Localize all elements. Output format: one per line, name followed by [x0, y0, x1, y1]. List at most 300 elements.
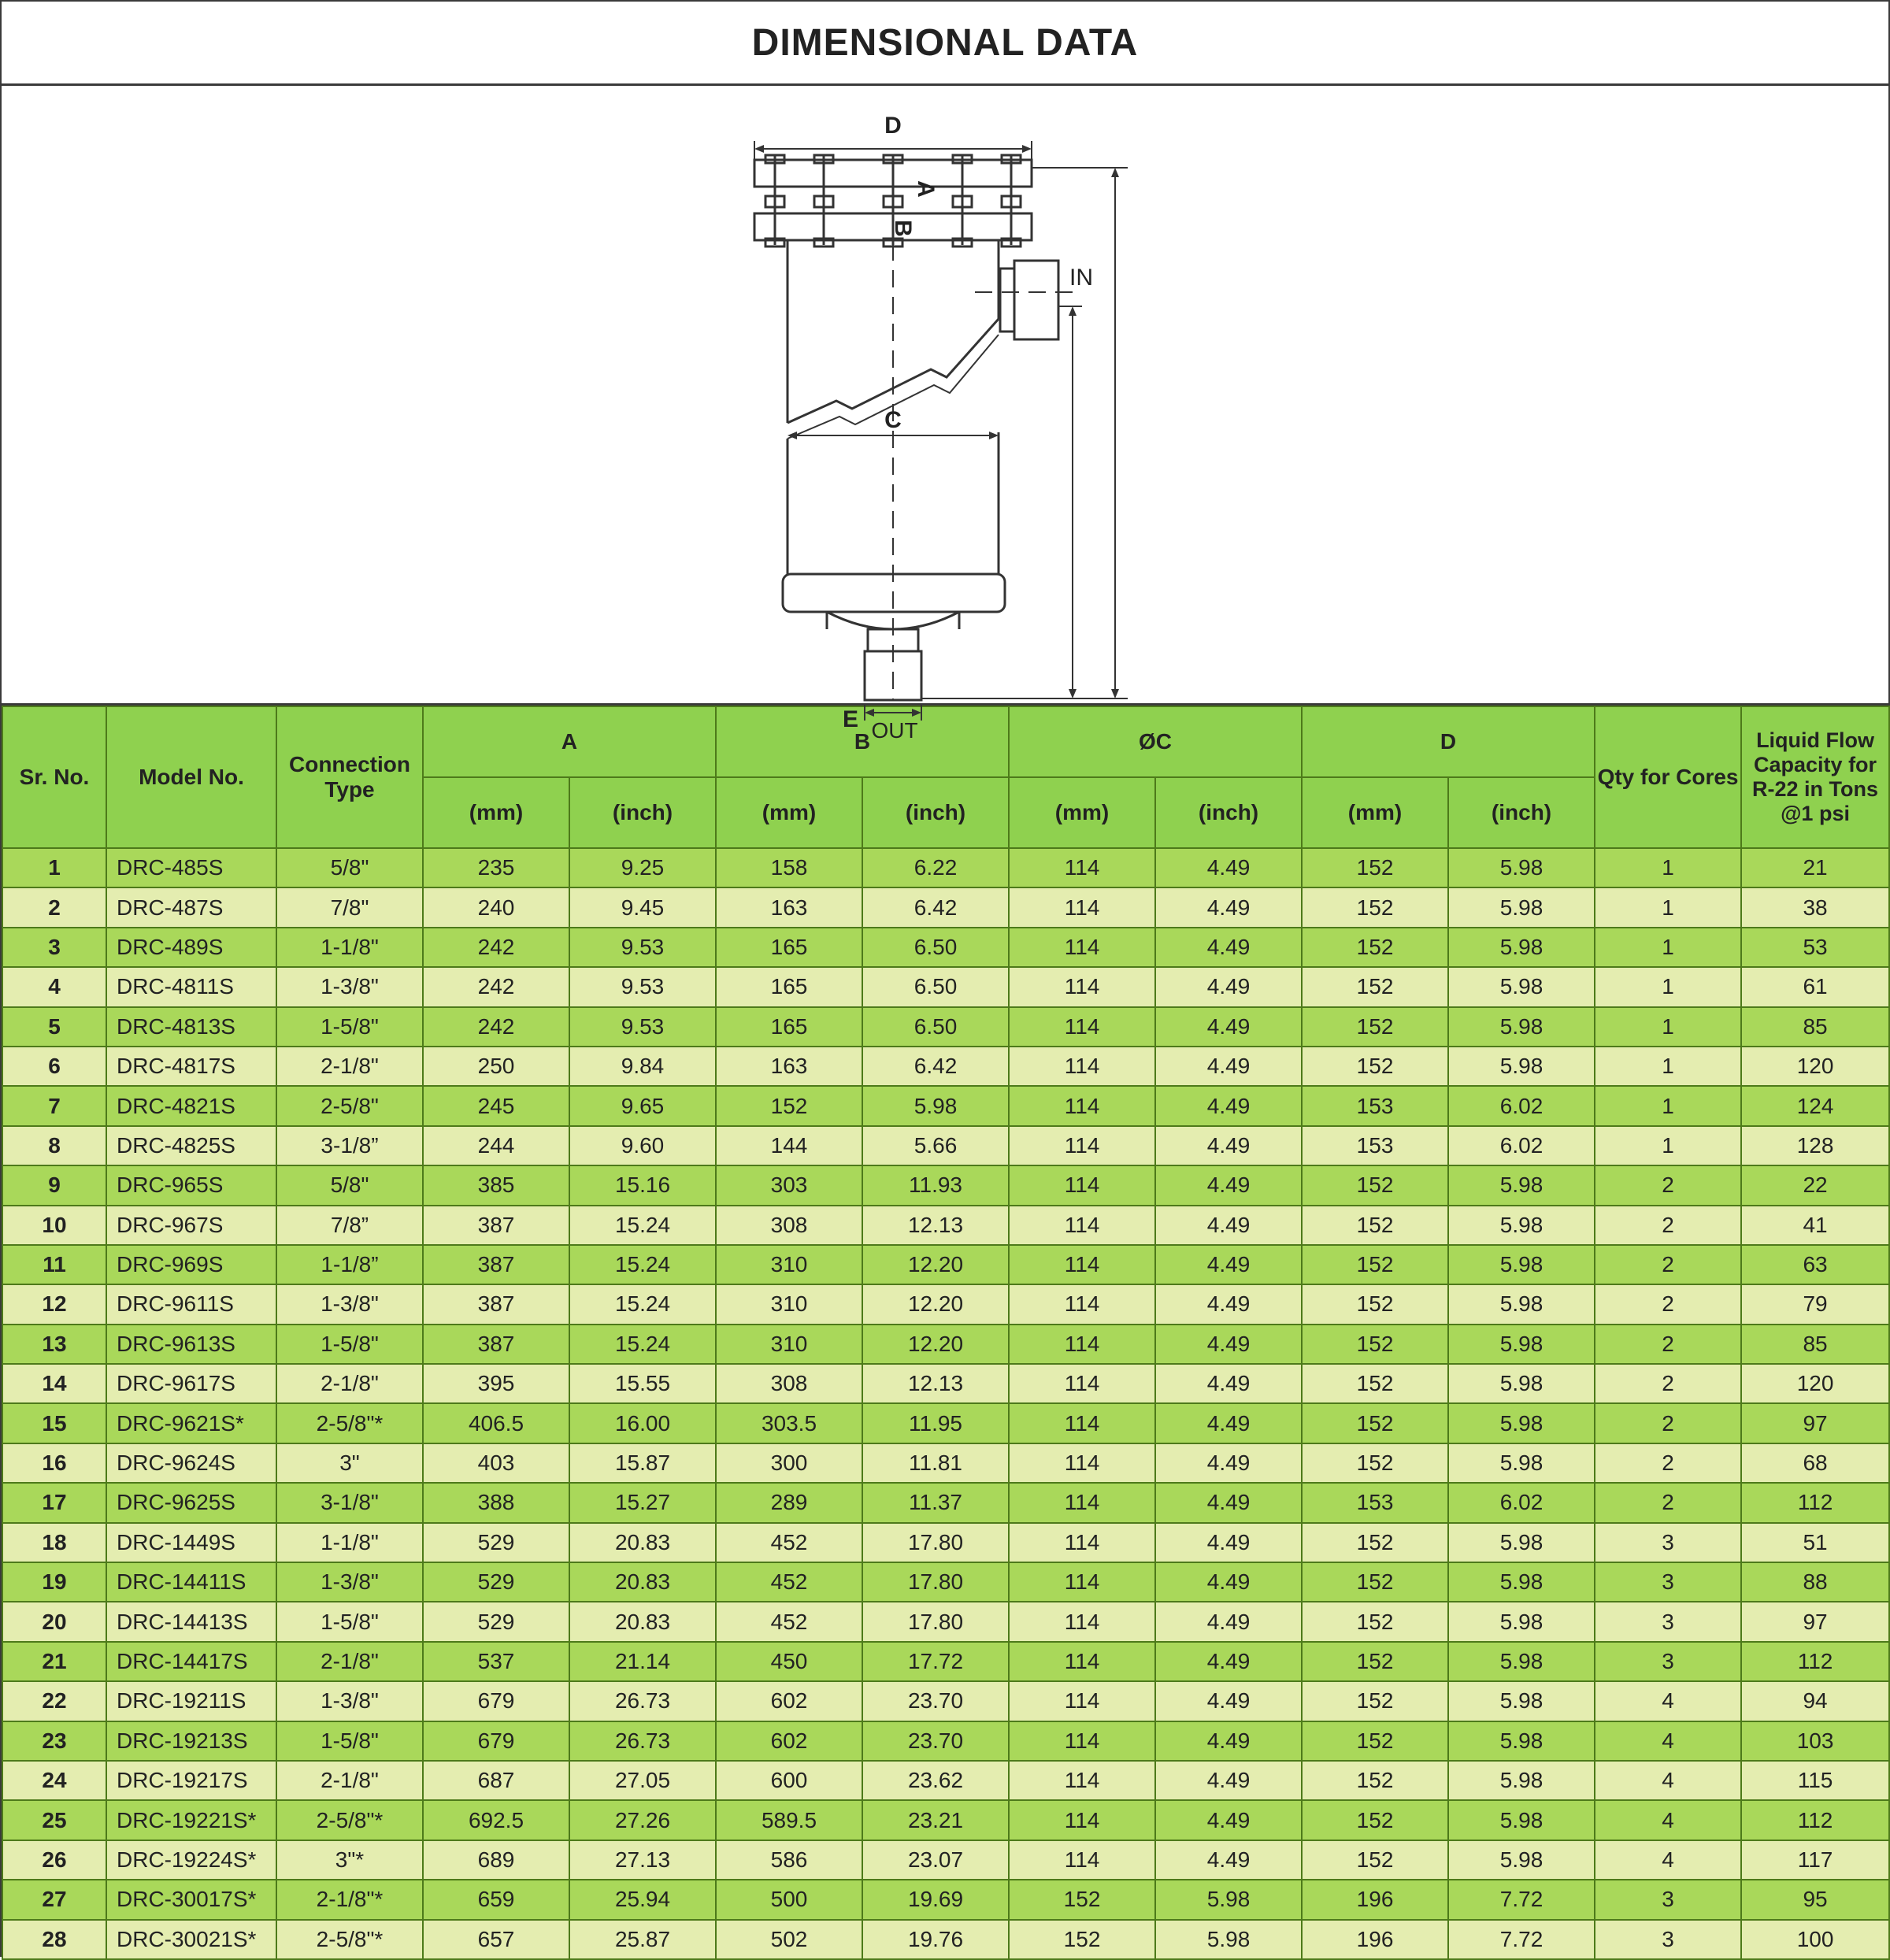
- cell-model-no: DRC-14411S: [106, 1562, 276, 1602]
- cell-model-no: DRC-487S: [106, 887, 276, 927]
- cell-c-mm: 114: [1009, 1047, 1155, 1086]
- cell-d-mm: 153: [1302, 1483, 1448, 1522]
- dimensional-data-table: [2, 706, 1890, 1960]
- cell-c-mm: 114: [1009, 1325, 1155, 1364]
- cell-b-mm: 152: [716, 1086, 862, 1125]
- cell-model-no: DRC-9621S*: [106, 1403, 276, 1443]
- cell-qty-for-cores: 4: [1595, 1800, 1741, 1840]
- cell-c-mm: 114: [1009, 1206, 1155, 1245]
- table-row: [2, 1443, 1889, 1483]
- cell-qty-for-cores: 4: [1595, 1840, 1741, 1880]
- cell-a-inch: 9.25: [569, 848, 716, 887]
- cell-connection-type: 1-1/8": [276, 1523, 423, 1562]
- cell-a-inch: 27.26: [569, 1800, 716, 1840]
- cell-b-mm: 163: [716, 1047, 862, 1086]
- cell-qty-for-cores: 2: [1595, 1443, 1741, 1483]
- cell-connection-type: 3": [276, 1443, 423, 1483]
- cell-qty-for-cores: 4: [1595, 1721, 1741, 1761]
- cell-b-mm: 310: [716, 1245, 862, 1284]
- cell-d-inch: 5.98: [1448, 1721, 1595, 1761]
- cell-sr-no: 19: [2, 1562, 106, 1602]
- cell-d-inch: 5.98: [1448, 1800, 1595, 1840]
- cell-model-no: DRC-9624S: [106, 1443, 276, 1483]
- cell-c-mm: 114: [1009, 967, 1155, 1006]
- table-row: [2, 1047, 1889, 1086]
- cell-c-mm: 114: [1009, 1602, 1155, 1641]
- cell-sr-no: 2: [2, 887, 106, 927]
- cell-d-mm: 152: [1302, 1602, 1448, 1641]
- cell-sr-no: 16: [2, 1443, 106, 1483]
- cell-a-mm: 250: [423, 1047, 569, 1086]
- header-b-inch: (inch): [862, 777, 1009, 848]
- header-a: A: [423, 706, 716, 777]
- cell-b-mm: 310: [716, 1284, 862, 1324]
- cell-a-inch: 21.14: [569, 1642, 716, 1681]
- cell-a-mm: 529: [423, 1602, 569, 1641]
- cell-liquid-flow: 41: [1741, 1206, 1889, 1245]
- cell-b-mm: 452: [716, 1523, 862, 1562]
- cell-sr-no: 25: [2, 1800, 106, 1840]
- cell-qty-for-cores: 3: [1595, 1602, 1741, 1641]
- cell-c-inch: 4.49: [1155, 1562, 1302, 1602]
- cell-connection-type: 1-3/8": [276, 1562, 423, 1602]
- header-c-inch: (inch): [1155, 777, 1302, 848]
- cell-b-mm: 303: [716, 1165, 862, 1205]
- cell-sr-no: 22: [2, 1681, 106, 1721]
- cell-b-inch: 6.50: [862, 1007, 1009, 1047]
- cell-d-mm: 152: [1302, 1284, 1448, 1324]
- cell-d-inch: 5.98: [1448, 1245, 1595, 1284]
- cell-d-inch: 5.98: [1448, 1325, 1595, 1364]
- cell-sr-no: 10: [2, 1206, 106, 1245]
- cell-d-inch: 6.02: [1448, 1086, 1595, 1125]
- cell-connection-type: 1-1/8”: [276, 1245, 423, 1284]
- table-row: [2, 1086, 1889, 1125]
- cell-liquid-flow: 97: [1741, 1602, 1889, 1641]
- cell-c-mm: 114: [1009, 1721, 1155, 1761]
- cell-c-mm: 114: [1009, 1523, 1155, 1562]
- cell-d-inch: 5.98: [1448, 967, 1595, 1006]
- header-b: B: [716, 706, 1009, 777]
- cell-a-mm: 245: [423, 1086, 569, 1125]
- cell-b-inch: 17.80: [862, 1523, 1009, 1562]
- cell-c-mm: 114: [1009, 1284, 1155, 1324]
- table-row: [2, 1364, 1889, 1403]
- cell-model-no: DRC-19211S: [106, 1681, 276, 1721]
- cell-liquid-flow: 95: [1741, 1880, 1889, 1919]
- cell-connection-type: 2-1/8": [276, 1364, 423, 1403]
- cell-a-inch: 25.87: [569, 1920, 716, 1959]
- cell-liquid-flow: 117: [1741, 1840, 1889, 1880]
- table-row: [2, 1483, 1889, 1522]
- cell-qty-for-cores: 1: [1595, 1086, 1741, 1125]
- cell-d-inch: 5.98: [1448, 848, 1595, 887]
- cell-connection-type: 5/8": [276, 1165, 423, 1205]
- header-c-mm: (mm): [1009, 777, 1155, 848]
- cell-sr-no: 6: [2, 1047, 106, 1086]
- cell-a-mm: 387: [423, 1284, 569, 1324]
- cell-a-inch: 15.24: [569, 1245, 716, 1284]
- cell-qty-for-cores: 3: [1595, 1523, 1741, 1562]
- cell-b-mm: 310: [716, 1325, 862, 1364]
- cell-a-mm: 537: [423, 1642, 569, 1681]
- cell-c-inch: 4.49: [1155, 1800, 1302, 1840]
- cell-sr-no: 18: [2, 1523, 106, 1562]
- cell-model-no: DRC-485S: [106, 848, 276, 887]
- cell-sr-no: 4: [2, 967, 106, 1006]
- cell-qty-for-cores: 1: [1595, 887, 1741, 927]
- cell-model-no: DRC-1449S: [106, 1523, 276, 1562]
- cell-b-inch: 12.20: [862, 1245, 1009, 1284]
- label-out: OUT: [871, 718, 918, 743]
- cell-c-mm: 114: [1009, 1086, 1155, 1125]
- label-in: IN: [1069, 265, 1093, 291]
- cell-sr-no: 5: [2, 1007, 106, 1047]
- cell-b-inch: 17.80: [862, 1602, 1009, 1641]
- label-b: B: [890, 220, 916, 237]
- cell-d-inch: 5.98: [1448, 1403, 1595, 1443]
- cell-d-mm: 152: [1302, 1681, 1448, 1721]
- cell-qty-for-cores: 4: [1595, 1761, 1741, 1800]
- cell-model-no: DRC-4821S: [106, 1086, 276, 1125]
- cell-model-no: DRC-9613S: [106, 1325, 276, 1364]
- cell-a-inch: 9.45: [569, 887, 716, 927]
- cell-liquid-flow: 103: [1741, 1721, 1889, 1761]
- cell-d-mm: 152: [1302, 1562, 1448, 1602]
- cell-connection-type: 7/8”: [276, 1206, 423, 1245]
- cell-c-mm: 114: [1009, 1642, 1155, 1681]
- cell-sr-no: 23: [2, 1721, 106, 1761]
- cell-liquid-flow: 21: [1741, 848, 1889, 887]
- cell-a-mm: 679: [423, 1681, 569, 1721]
- cell-a-inch: 27.13: [569, 1840, 716, 1880]
- cell-a-mm: 242: [423, 928, 569, 967]
- page-title: DIMENSIONAL DATA: [2, 2, 1888, 86]
- cell-d-mm: 152: [1302, 1047, 1448, 1086]
- table-row: [2, 848, 1889, 887]
- cell-d-inch: 5.98: [1448, 1165, 1595, 1205]
- cell-a-mm: 387: [423, 1325, 569, 1364]
- header-connection-type: Connection Type: [276, 706, 423, 848]
- table-row: [2, 1800, 1889, 1840]
- cell-qty-for-cores: 3: [1595, 1562, 1741, 1602]
- table-row: [2, 1126, 1889, 1165]
- cell-c-mm: 114: [1009, 1800, 1155, 1840]
- cell-b-mm: 452: [716, 1562, 862, 1602]
- cell-b-inch: 17.72: [862, 1642, 1009, 1681]
- cell-c-inch: 5.98: [1155, 1880, 1302, 1919]
- cell-b-inch: 19.76: [862, 1920, 1009, 1959]
- cell-b-mm: 289: [716, 1483, 862, 1522]
- cell-a-mm: 387: [423, 1206, 569, 1245]
- cell-qty-for-cores: 2: [1595, 1325, 1741, 1364]
- cell-liquid-flow: 53: [1741, 928, 1889, 967]
- cell-liquid-flow: 94: [1741, 1681, 1889, 1721]
- cell-b-inch: 5.66: [862, 1126, 1009, 1165]
- cell-a-inch: 15.16: [569, 1165, 716, 1205]
- cell-qty-for-cores: 1: [1595, 1007, 1741, 1047]
- cell-d-mm: 152: [1302, 1443, 1448, 1483]
- cell-b-mm: 450: [716, 1642, 862, 1681]
- cell-qty-for-cores: 2: [1595, 1245, 1741, 1284]
- table-row: [2, 1007, 1889, 1047]
- cell-liquid-flow: 68: [1741, 1443, 1889, 1483]
- cell-d-mm: 152: [1302, 1007, 1448, 1047]
- cell-a-inch: 16.00: [569, 1403, 716, 1443]
- cell-c-inch: 4.49: [1155, 1840, 1302, 1880]
- cell-c-inch: 4.49: [1155, 1364, 1302, 1403]
- cell-b-inch: 6.42: [862, 1047, 1009, 1086]
- header-d-mm: (mm): [1302, 777, 1448, 848]
- cell-model-no: DRC-19217S: [106, 1761, 276, 1800]
- cell-b-mm: 308: [716, 1206, 862, 1245]
- cell-c-mm: 114: [1009, 1165, 1155, 1205]
- cell-b-inch: 23.21: [862, 1800, 1009, 1840]
- cell-d-mm: 153: [1302, 1126, 1448, 1165]
- cell-c-mm: 114: [1009, 1562, 1155, 1602]
- cell-model-no: DRC-9625S: [106, 1483, 276, 1522]
- cell-model-no: DRC-9611S: [106, 1284, 276, 1324]
- cell-connection-type: 5/8": [276, 848, 423, 887]
- cell-liquid-flow: 120: [1741, 1047, 1889, 1086]
- cell-c-mm: 114: [1009, 1364, 1155, 1403]
- cell-model-no: DRC-14417S: [106, 1642, 276, 1681]
- cell-connection-type: 1-5/8": [276, 1325, 423, 1364]
- cell-a-mm: 657: [423, 1920, 569, 1959]
- cell-a-inch: 20.83: [569, 1523, 716, 1562]
- cell-connection-type: 1-3/8": [276, 967, 423, 1006]
- cell-connection-type: 1-5/8": [276, 1007, 423, 1047]
- cell-b-mm: 165: [716, 1007, 862, 1047]
- cell-d-inch: 5.98: [1448, 928, 1595, 967]
- cell-liquid-flow: 100: [1741, 1920, 1889, 1959]
- cell-c-mm: 114: [1009, 1007, 1155, 1047]
- cell-qty-for-cores: 2: [1595, 1403, 1741, 1443]
- cell-c-inch: 4.49: [1155, 1007, 1302, 1047]
- cell-c-inch: 4.49: [1155, 1602, 1302, 1641]
- header-c: ØC: [1009, 706, 1302, 777]
- cell-liquid-flow: 51: [1741, 1523, 1889, 1562]
- cell-qty-for-cores: 1: [1595, 848, 1741, 887]
- cell-b-inch: 11.95: [862, 1403, 1009, 1443]
- cell-c-inch: 4.49: [1155, 1284, 1302, 1324]
- cell-c-inch: 4.49: [1155, 1483, 1302, 1522]
- cell-sr-no: 14: [2, 1364, 106, 1403]
- cell-b-mm: 165: [716, 928, 862, 967]
- cell-sr-no: 7: [2, 1086, 106, 1125]
- cell-a-inch: 15.24: [569, 1284, 716, 1324]
- cell-liquid-flow: 120: [1741, 1364, 1889, 1403]
- cell-a-inch: 26.73: [569, 1681, 716, 1721]
- cell-c-mm: 114: [1009, 1126, 1155, 1165]
- cell-qty-for-cores: 1: [1595, 928, 1741, 967]
- cell-qty-for-cores: 2: [1595, 1165, 1741, 1205]
- cell-d-inch: 5.98: [1448, 1562, 1595, 1602]
- header-sr-no: Sr. No.: [2, 706, 106, 848]
- cell-liquid-flow: 115: [1741, 1761, 1889, 1800]
- cell-connection-type: 2-5/8": [276, 1086, 423, 1125]
- cell-d-mm: 152: [1302, 1721, 1448, 1761]
- cell-c-inch: 4.49: [1155, 928, 1302, 967]
- table-row: [2, 1325, 1889, 1364]
- cell-a-mm: 689: [423, 1840, 569, 1880]
- cell-qty-for-cores: 3: [1595, 1880, 1741, 1919]
- cell-b-inch: 6.50: [862, 967, 1009, 1006]
- cell-c-mm: 114: [1009, 1403, 1155, 1443]
- cell-c-inch: 4.49: [1155, 1761, 1302, 1800]
- cell-sr-no: 8: [2, 1126, 106, 1165]
- cell-d-mm: 152: [1302, 967, 1448, 1006]
- cell-liquid-flow: 112: [1741, 1800, 1889, 1840]
- cell-liquid-flow: 112: [1741, 1642, 1889, 1681]
- cell-sr-no: 11: [2, 1245, 106, 1284]
- cell-a-mm: 692.5: [423, 1800, 569, 1840]
- cell-a-inch: 15.24: [569, 1325, 716, 1364]
- cell-connection-type: 2-1/8"*: [276, 1880, 423, 1919]
- cell-c-inch: 4.49: [1155, 1681, 1302, 1721]
- label-e: E: [842, 706, 859, 732]
- cell-c-inch: 4.49: [1155, 1523, 1302, 1562]
- table-row: [2, 1403, 1889, 1443]
- header-qty-for-cores: Qty for Cores: [1595, 706, 1741, 848]
- cell-d-inch: 5.98: [1448, 1523, 1595, 1562]
- cell-b-mm: 163: [716, 887, 862, 927]
- cell-connection-type: 1-3/8": [276, 1284, 423, 1324]
- label-c: C: [884, 407, 902, 433]
- cell-model-no: DRC-9617S: [106, 1364, 276, 1403]
- cell-b-inch: 12.20: [862, 1325, 1009, 1364]
- cell-a-mm: 240: [423, 887, 569, 927]
- cell-b-mm: 586: [716, 1840, 862, 1880]
- cell-model-no: DRC-19224S*: [106, 1840, 276, 1880]
- cell-a-mm: 679: [423, 1721, 569, 1761]
- cell-b-inch: 6.50: [862, 928, 1009, 967]
- cell-qty-for-cores: 4: [1595, 1681, 1741, 1721]
- cell-d-inch: 5.98: [1448, 887, 1595, 927]
- cell-b-inch: 12.13: [862, 1206, 1009, 1245]
- cell-b-mm: 602: [716, 1721, 862, 1761]
- cell-a-inch: 15.55: [569, 1364, 716, 1403]
- cell-c-inch: 4.49: [1155, 1642, 1302, 1681]
- cell-c-mm: 152: [1009, 1920, 1155, 1959]
- cell-d-inch: 5.98: [1448, 1007, 1595, 1047]
- cell-c-inch: 4.49: [1155, 1403, 1302, 1443]
- cell-d-mm: 152: [1302, 887, 1448, 927]
- cell-a-mm: 406.5: [423, 1403, 569, 1443]
- table-row: [2, 1206, 1889, 1245]
- cell-b-inch: 23.07: [862, 1840, 1009, 1880]
- cell-connection-type: 2-5/8"*: [276, 1403, 423, 1443]
- cell-d-inch: 5.98: [1448, 1761, 1595, 1800]
- cell-qty-for-cores: 1: [1595, 1047, 1741, 1086]
- cell-model-no: DRC-14413S: [106, 1602, 276, 1641]
- table-row: [2, 1681, 1889, 1721]
- cell-d-inch: 7.72: [1448, 1880, 1595, 1919]
- cell-d-mm: 152: [1302, 1642, 1448, 1681]
- cell-d-inch: 5.98: [1448, 1206, 1595, 1245]
- cell-d-mm: 152: [1302, 1761, 1448, 1800]
- cell-d-inch: 5.98: [1448, 1443, 1595, 1483]
- cell-d-inch: 5.98: [1448, 1840, 1595, 1880]
- cell-connection-type: 7/8": [276, 887, 423, 927]
- cell-b-inch: 12.20: [862, 1284, 1009, 1324]
- cell-connection-type: 2-1/8": [276, 1047, 423, 1086]
- cell-a-inch: 20.83: [569, 1562, 716, 1602]
- cell-connection-type: 2-1/8": [276, 1761, 423, 1800]
- cell-sr-no: 13: [2, 1325, 106, 1364]
- cell-sr-no: 26: [2, 1840, 106, 1880]
- cell-a-inch: 9.53: [569, 928, 716, 967]
- cell-d-inch: 5.98: [1448, 1602, 1595, 1641]
- cell-c-mm: 114: [1009, 1245, 1155, 1284]
- cell-a-mm: 403: [423, 1443, 569, 1483]
- table-row: [2, 1880, 1889, 1919]
- cell-b-mm: 300: [716, 1443, 862, 1483]
- cell-model-no: DRC-967S: [106, 1206, 276, 1245]
- cell-a-mm: 395: [423, 1364, 569, 1403]
- cell-a-inch: 15.24: [569, 1206, 716, 1245]
- table-row: [2, 1721, 1889, 1761]
- cell-d-mm: 152: [1302, 1800, 1448, 1840]
- header-model-no: Model No.: [106, 706, 276, 848]
- cell-model-no: DRC-4817S: [106, 1047, 276, 1086]
- cell-sr-no: 20: [2, 1602, 106, 1641]
- table-row: [2, 1284, 1889, 1324]
- cell-b-inch: 23.62: [862, 1761, 1009, 1800]
- cell-b-mm: 589.5: [716, 1800, 862, 1840]
- cell-b-mm: 303.5: [716, 1403, 862, 1443]
- cell-sr-no: 3: [2, 928, 106, 967]
- cell-connection-type: 1-3/8": [276, 1681, 423, 1721]
- cell-d-mm: 152: [1302, 1523, 1448, 1562]
- cell-sr-no: 24: [2, 1761, 106, 1800]
- cell-d-mm: 152: [1302, 1840, 1448, 1880]
- cell-d-mm: 152: [1302, 1325, 1448, 1364]
- cell-a-inch: 9.60: [569, 1126, 716, 1165]
- cell-a-mm: 244: [423, 1126, 569, 1165]
- cell-liquid-flow: 85: [1741, 1007, 1889, 1047]
- cell-c-mm: 114: [1009, 1443, 1155, 1483]
- cell-c-mm: 114: [1009, 887, 1155, 927]
- cell-d-inch: 5.98: [1448, 1284, 1595, 1324]
- cell-a-mm: 385: [423, 1165, 569, 1205]
- cell-b-mm: 500: [716, 1880, 862, 1919]
- table-row: [2, 887, 1889, 927]
- header-a-mm: (mm): [423, 777, 569, 848]
- cell-d-mm: 152: [1302, 1245, 1448, 1284]
- cell-b-mm: 165: [716, 967, 862, 1006]
- cell-c-mm: 114: [1009, 1761, 1155, 1800]
- cell-b-inch: 19.69: [862, 1880, 1009, 1919]
- cell-c-inch: 4.49: [1155, 1086, 1302, 1125]
- cell-c-mm: 114: [1009, 848, 1155, 887]
- cell-model-no: DRC-30021S*: [106, 1920, 276, 1959]
- cell-d-inch: 6.02: [1448, 1483, 1595, 1522]
- cell-liquid-flow: 88: [1741, 1562, 1889, 1602]
- cell-d-mm: 152: [1302, 1165, 1448, 1205]
- cell-c-inch: 4.49: [1155, 967, 1302, 1006]
- cell-c-mm: 114: [1009, 1681, 1155, 1721]
- cell-liquid-flow: 124: [1741, 1086, 1889, 1125]
- cell-d-inch: 5.98: [1448, 1642, 1595, 1681]
- cell-liquid-flow: 38: [1741, 887, 1889, 927]
- cell-a-inch: 20.83: [569, 1602, 716, 1641]
- cell-liquid-flow: 85: [1741, 1325, 1889, 1364]
- cell-d-mm: 152: [1302, 928, 1448, 967]
- table-body: [2, 848, 1889, 1959]
- cell-a-inch: 25.94: [569, 1880, 716, 1919]
- cell-c-inch: 4.49: [1155, 1443, 1302, 1483]
